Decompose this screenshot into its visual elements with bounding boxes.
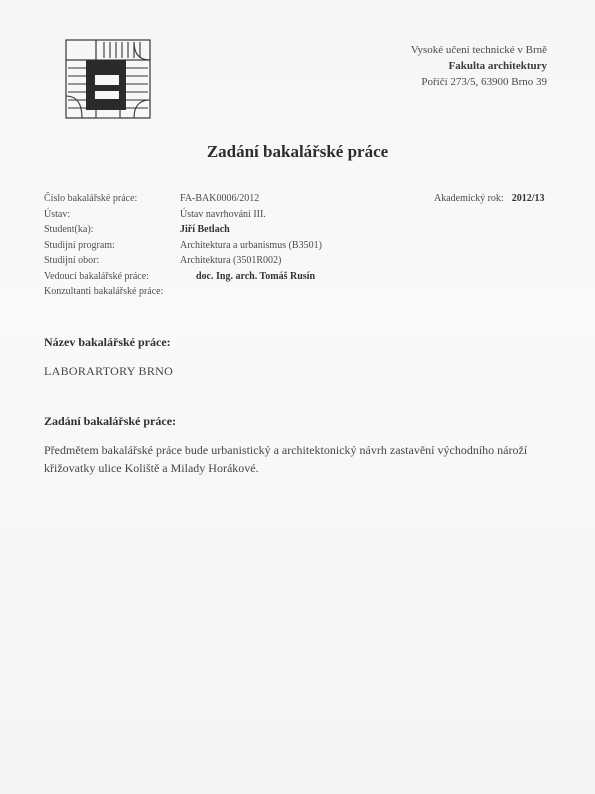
info-label: Student(ka): — [44, 224, 94, 235]
assignment-heading: Zadání bakalářské práce: — [44, 414, 177, 428]
university-name: Vysoké učení technické v Brně — [410, 44, 547, 56]
info-label: Ústav: — [44, 208, 71, 220]
info-row-student — [44, 222, 322, 238]
info-value: FA-BAK0006/2012 — [180, 193, 260, 204]
info-row-consultants — [44, 284, 322, 300]
page-title: Zadání bakalářské práce — [206, 142, 389, 161]
info-label: Studijní program: — [44, 239, 115, 251]
info-row-supervisor — [44, 269, 322, 285]
info-label: Číslo bakalářské práce: — [44, 193, 138, 204]
academic-year-value: 2012/13 — [511, 193, 545, 204]
info-label: Konzultanti bakalářské práce: — [44, 286, 164, 297]
thesis-name-text: LABORARTORY BRNO — [44, 364, 174, 378]
info-value: doc. Ing. arch. Tomáš Rusín — [196, 270, 316, 282]
thesis-info-table — [44, 191, 322, 300]
faculty-address: Poříčí 273/5, 63900 Brno 39 — [421, 76, 547, 88]
faculty-name: Fakulta architektury — [448, 60, 547, 72]
info-row-institute — [44, 207, 322, 223]
info-value: Ústav navrhování III. — [180, 208, 266, 220]
academic-year-label: Akademický rok: — [434, 193, 504, 204]
assignment-text: Předmětem bakalářské práce bude urbanistický a architektonický návrh zastavění východního nároží křižovatky ulice Koliště a Milady Horákové. — [44, 443, 528, 475]
thesis-name-heading: Název bakalářské práce: — [44, 335, 171, 349]
info-row-number — [44, 191, 322, 207]
institution-block — [411, 42, 547, 90]
info-label: Studijní obor: — [44, 255, 100, 266]
faculty-logo-icon — [64, 38, 152, 120]
info-value: Jiří Betlach — [180, 224, 230, 235]
info-label: Vedoucí bakalářské práce: — [44, 270, 149, 282]
academic-year — [434, 193, 544, 204]
info-row-program — [44, 238, 322, 254]
info-row-field — [44, 253, 322, 269]
info-value: Architektura a urbanismus (B3501) — [180, 239, 322, 251]
info-value: Architektura (3501R002) — [180, 255, 282, 266]
